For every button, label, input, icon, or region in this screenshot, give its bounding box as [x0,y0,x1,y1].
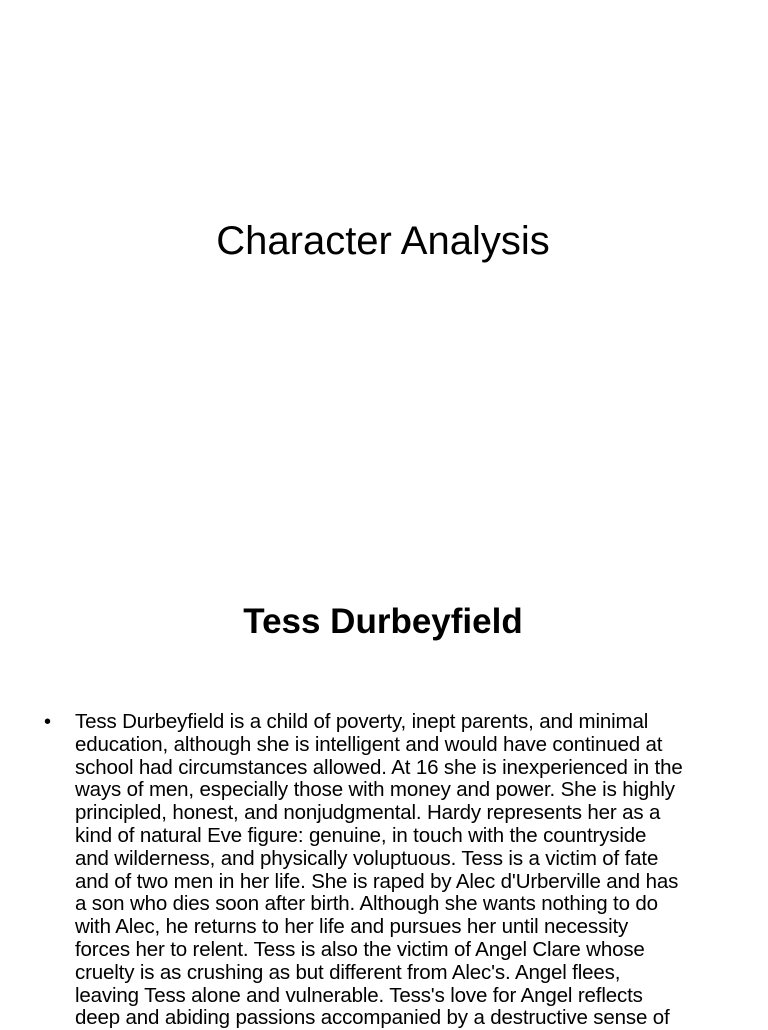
bullet-marker: • [44,711,51,733]
paragraph-line: ways of men, especially those with money and power. She is highly [75,778,675,802]
paragraph-line: a son who dies soon after birth. Although she wants nothing to do [75,892,658,916]
paragraph-line: leaving Tess alone and vulnerable. Tess's love for Angel reflects [75,983,643,1007]
section-heading: Tess Durbeyfield [243,602,523,641]
paragraph-line: and wilderness, and physically voluptuous. Tess is a victim of fate [75,846,659,870]
bullet-item [44,711,728,1030]
paragraph-line: and of two men in her life. She is raped by Alec d'Urberville and has [75,869,679,893]
paragraph-line: principled, honest, and nonjudgmental. Hardy represents her as a [75,801,661,825]
paragraph-line: forces her to relent. Tess is also the victim of Angel Clare whose [75,937,645,961]
paragraph-line: school had circumstances allowed. At 16 she is inexperienced in the [75,755,683,779]
paragraph-line: deep and abiding passions accompanied by a destructive sense of [75,1006,670,1030]
bullet-list [44,711,728,1030]
paragraph-line: education, although she is intelligent and would have continued at [75,732,663,756]
paragraph-line: with Alec, he returns to her life and pursues her until necessity [75,915,629,939]
paragraph-line: kind of natural Eve figure: genuine, in touch with the countryside [75,823,647,847]
paragraph-line: Tess Durbeyfield is a child of poverty, inept parents, and minimal [75,710,649,733]
paragraph-line: cruelty is as crushing as but different from Alec's. Angel flees, [75,960,621,984]
slide-title: Character Analysis [216,219,550,263]
